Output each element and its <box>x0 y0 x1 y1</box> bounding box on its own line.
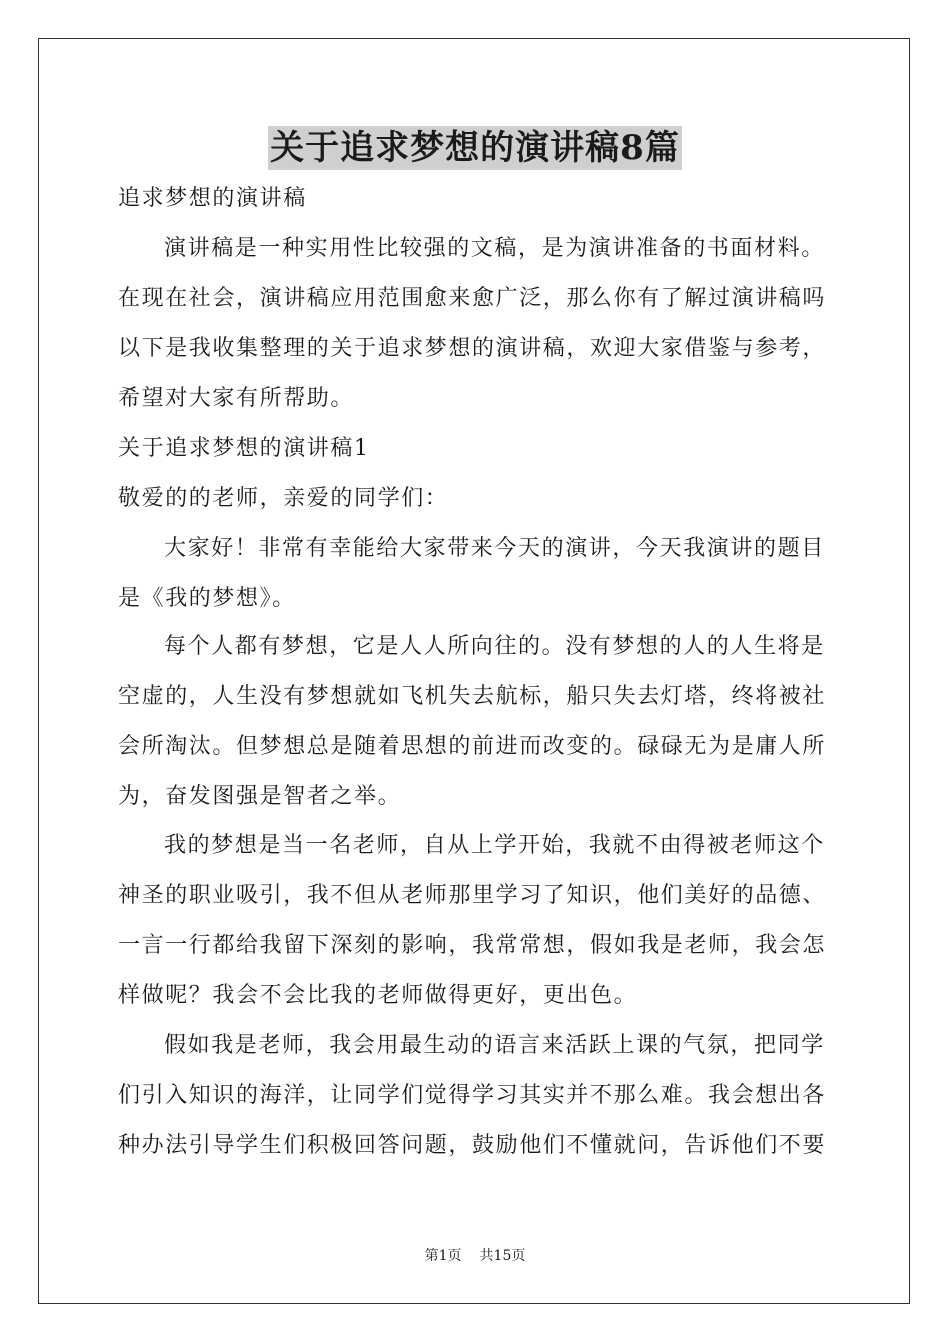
paragraph-line: 在现在社会，演讲稿应用范围愈来愈广泛，那么你有了解过演讲稿吗 <box>118 286 827 311</box>
paragraph-line: 神圣的职业吸引，我不但从老师那里学习了知识，他们美好的品德、 <box>118 883 827 908</box>
page-border <box>38 38 910 1304</box>
page-total: 共15页 <box>479 1248 526 1264</box>
page-number: 第1页 <box>424 1248 462 1264</box>
paragraph-line: 每个人都有梦想，它是人人所向往的。没有梦想的人的人生将是 <box>164 634 825 659</box>
paragraph-line: 会所淘汰。但梦想总是随着思想的前进而改变的。碌碌无为是庸人所 <box>118 734 827 759</box>
paragraph-line: 希望对大家有所帮助。 <box>118 386 355 411</box>
paragraph-line: 演讲稿是一种实用性比较强的文稿，是为演讲准备的书面材料。 <box>164 236 825 261</box>
paragraph-line: 大家好！非常有幸能给大家带来今天的演讲，今天我演讲的题目 <box>164 536 825 561</box>
paragraph-line: 种办法引导学生们积极回答问题，鼓励他们不懂就问，告诉他们不要 <box>118 1133 827 1158</box>
paragraph-line: 为，奋发图强是智者之举。 <box>118 784 402 809</box>
paragraph-line: 是《我的梦想》。 <box>118 586 296 611</box>
paragraph-line: 我的梦想是当一名老师，自从上学开始，我就不由得被老师这个 <box>164 833 825 858</box>
paragraph-line: 假如我是老师，我会用最生动的语言来活跃上课的气氛，把同学 <box>164 1033 825 1058</box>
document-title: 关于追求梦想的演讲稿8篇 <box>270 128 680 168</box>
paragraph-line: 们引入知识的海洋，让同学们觉得学习其实并不那么难。我会想出各 <box>118 1083 827 1108</box>
paragraph-line: 空虚的，人生没有梦想就如飞机失去航标，船只失去灯塔，终将被社 <box>118 684 827 709</box>
paragraph-line: 样做呢？我会不会比我的老师做得更好，更出色。 <box>118 983 638 1008</box>
title-container <box>0 126 950 170</box>
paragraph-line: 以下是我收集整理的关于追求梦想的演讲稿，欢迎大家借鉴与参考， <box>118 336 827 361</box>
section-heading: 关于追求梦想的演讲稿1 <box>118 436 370 461</box>
page-footer <box>0 1247 950 1265</box>
salutation: 敬爱的的老师，亲爱的同学们： <box>118 486 449 511</box>
subtitle: 追求梦想的演讲稿 <box>118 186 307 211</box>
paragraph-line: 一言一行都给我留下深刻的影响，我常常想，假如我是老师，我会怎 <box>118 933 827 958</box>
